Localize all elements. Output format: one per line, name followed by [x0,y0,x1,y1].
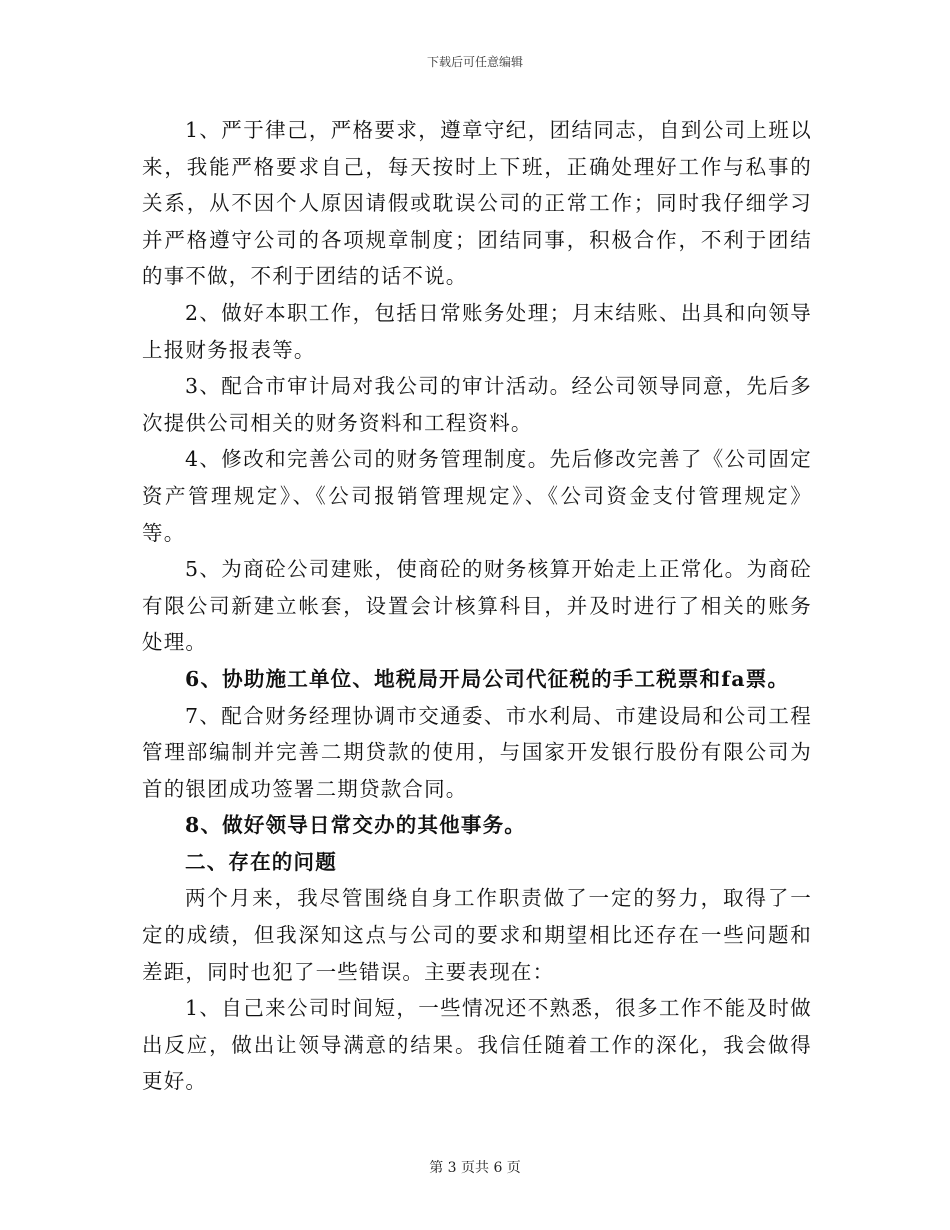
paragraph: 5、为商砼公司建账，使商砼的财务核算开始走上正常化。为商砼有限公司新建立帐套，设置会计核算科目，并及时进行了相关的账务处理。 [142,557,812,655]
paragraph: 1、自己来公司时间短，一些情况还不熟悉，很多工作不能及时做出反应，做出让领导满意的结果。我信任随着工作的深化，我会做得更好。 [142,996,812,1094]
paragraph: 1、严于律己，严格要求，遵章守纪，团结同志，自到公司上班以来，我能严格要求自己，每天按时上下班，正确处理好工作与私事的关系，从不因个人原因请假或耽误公司的正常工作；同时我仔细学习并严格遵守公司的各项规章制度；团结同事，积极合作，不利于团结的事不做，不利于团结的话不说。 [142,118,812,289]
paragraph: 3、配合市审计局对我公司的审计活动。经公司领导同意，先后多次提供公司相关的财务资料和工程资料。 [142,374,812,435]
paragraph: 两个月来，我尽管围绕自身工作职责做了一定的努力，取得了一定的成绩，但我深知这点与公司的要求和期望相比还存在一些问题和差距，同时也犯了一些错误。主要表现在： [142,886,812,984]
paragraph: 7、配合财务经理协调市交通委、市水利局、市建设局和公司工程管理部编制并完善二期贷款的使用，与国家开发银行股份有限公司为首的银团成功签署二期贷款合同。 [142,703,812,801]
paragraph: 2、做好本职工作，包括日常账务处理；月末结账、出具和向领导上报财务报表等。 [142,300,812,362]
paragraph: 4、修改和完善公司的财务管理制度。先后修改完善了《公司固定资产管理规定》、《公司报销管理规定》、《公司资金支付管理规定》等。 [142,447,812,545]
page-header: 下载后可任意编辑 [426,55,523,69]
paragraph: 6、协助施工单位、地税局开局公司代征税的手工税票和fa票。 [185,666,790,691]
paragraph: 8、做好领导日常交办的其他事务。 [185,813,526,838]
page-number: 第 3 页共 6 页 [429,1160,521,1176]
section-heading: 二、存在的问题 [185,849,337,874]
document-body [142,112,812,1100]
